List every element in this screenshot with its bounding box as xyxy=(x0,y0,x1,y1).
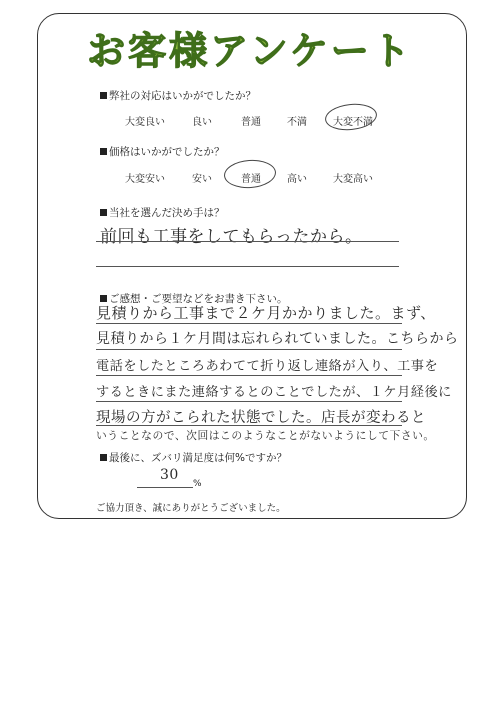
answer-line xyxy=(96,401,402,402)
answer-line xyxy=(96,323,402,324)
q1-option-4[interactable]: 不満 xyxy=(287,117,307,128)
square-bullet-icon xyxy=(100,209,107,216)
q4-line-5[interactable]: 現場の方がこられた状態でした。店長が変わると xyxy=(96,410,426,426)
q3-answer[interactable]: 前回も工事をしてもらったから。 xyxy=(100,227,363,247)
q1-option-5[interactable]: 大変不満 xyxy=(333,117,373,128)
q1-option-2[interactable]: 良い xyxy=(192,117,212,128)
question-2-label: 価格はいかがでしたか？ xyxy=(100,144,225,159)
q2-option-4[interactable]: 高い xyxy=(287,174,307,185)
question-5-label: 最後に、ズバリ満足度は何%ですか？ xyxy=(100,450,287,465)
satisfaction-value[interactable]: 30 xyxy=(160,467,179,483)
question-3-label: 当社を選んだ決め手は？ xyxy=(100,205,225,220)
q4-line-4[interactable]: するときにまた連絡するとのことでしたが、１ケ月経後に xyxy=(96,385,452,400)
q2-option-1[interactable]: 大変安い xyxy=(125,174,165,185)
square-bullet-icon xyxy=(100,295,107,302)
q4-line-1[interactable]: 見積りから工事まで２ケ月かかりました。まず、 xyxy=(96,304,436,322)
q2-option-5[interactable]: 大変高い xyxy=(333,174,373,185)
q4-line-2[interactable]: 見積りから１ケ月間は忘れられていました。こちらから xyxy=(96,331,459,347)
q2-option-3[interactable]: 普通 xyxy=(241,174,261,185)
question-4-label: ご感想・ご要望などをお書き下さい。 xyxy=(100,291,288,306)
q1-option-1[interactable]: 大変良い xyxy=(125,117,165,128)
square-bullet-icon xyxy=(100,148,107,155)
thank-you-message: ご協力頂き、誠にありがとうございました。 xyxy=(96,503,286,514)
square-bullet-icon xyxy=(100,92,107,99)
satisfaction-line xyxy=(137,487,193,488)
page-title: お客様アンケート xyxy=(87,29,413,73)
square-bullet-icon xyxy=(100,454,107,461)
q1-option-3[interactable]: 普通 xyxy=(241,117,261,128)
answer-line xyxy=(96,266,399,267)
q2-option-2[interactable]: 安い xyxy=(192,174,212,185)
answer-line xyxy=(96,241,399,242)
answer-line xyxy=(96,349,402,350)
q4-line-3[interactable]: 電話をしたところあわてて折り返し連絡が入り、工事を xyxy=(96,359,439,374)
answer-line xyxy=(96,425,402,426)
question-1-label: 弊社の対応はいかがでしたか？ xyxy=(100,88,256,103)
q4-line-6[interactable]: いうことなので、次回はこのようなことがないようにして下さい。 xyxy=(96,429,435,442)
percent-unit: % xyxy=(193,479,202,489)
answer-line xyxy=(96,375,402,376)
